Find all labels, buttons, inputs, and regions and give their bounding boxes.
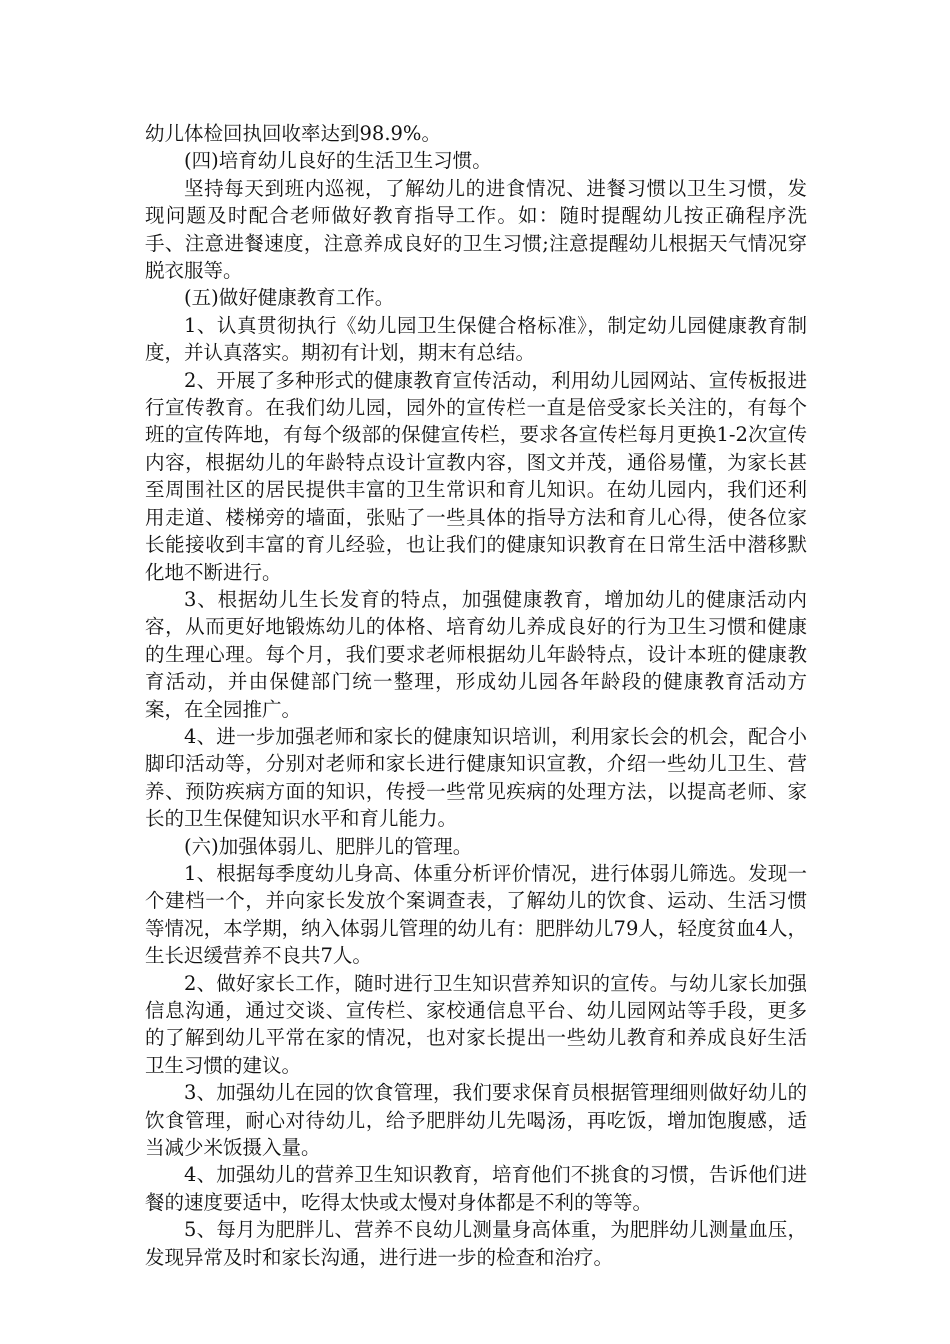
paragraph-continuation: 幼儿体检回执回收率达到98.9%。	[145, 122, 441, 145]
paragraph: 2、做好家长工作，随时进行卫生知识营养知识的宣传。与幼儿家长加强信息沟通，通过交谈、宣传栏、家校通信息平台、幼儿园网站等手段，更多的了解到幼儿平常在家的情况，也对家长提出一些幼儿教育和养成良好生活卫生习惯的建议。	[145, 971, 807, 1077]
paragraph: 5、每月为肥胖儿、营养不良幼儿测量身高体重，为肥胖幼儿测量血压，发现异常及时和家长沟通，进行进一步的检查和治疗。	[145, 1218, 807, 1269]
paragraph: 1、认真贯彻执行《幼儿园卫生保健合格标准》，制定幼儿园健康教育制度，并认真落实。期初有计划，期末有总结。	[145, 313, 807, 365]
section-heading-5: (五)做好健康教育工作。	[184, 286, 395, 310]
document-body	[145, 120, 807, 1271]
paragraph: 3、加强幼儿在园的饮食管理，我们要求保育员根据管理细则做好幼儿的饮食管理，耐心对待幼儿，给予肥胖幼儿先喝汤，再吃饭，增加饱腹感，适当减少米饭摄入量。	[145, 1081, 807, 1160]
section-heading-6: (六)加强体弱儿、肥胖儿的管理。	[184, 834, 473, 858]
paragraph: 坚持每天到班内巡视，了解幼儿的进食情况、进餐习惯以卫生习惯，发现问题及时配合老师做好教育指导工作。如：随时提醒幼儿按正确程序洗手、注意进餐速度，注意养成良好的卫生习惯;注意提醒幼儿根据天气情况穿脱衣服等。	[145, 176, 807, 283]
paragraph: 4、进一步加强老师和家长的健康知识培训，利用家长会的机会，配合小脚印活动等，分别对老师和家长进行健康知识宣教，介绍一些幼儿卫生、营养、预防疾病方面的知识，传授一些常见疾病的处理方法，以提高老师、家长的卫生保健知识水平和育儿能力。	[145, 724, 807, 831]
paragraph: 2、开展了多种形式的健康教育宣传活动，利用幼儿园网站、宣传板报进行宣传教育。在我们幼儿园，园外的宣传栏一直是倍受家长关注的，有每个班的宣传阵地，有每个级部的保健宣传栏，要求各宣传栏每月更换1-2次宣传内容，根据幼儿的年龄特点设计宣教内容，图文并茂，通俗易懂，为家长甚至周围社区的居民提供丰富的卫生常识和育儿知识。在幼儿园内，我们还利用走道、楼梯旁的墙面，张贴了一些具体的指导方法和育儿心得，使各位家长能接收到丰富的育儿经验，也让我们的健康知识教育在日常生活中潜移默化地不断进行。	[145, 368, 807, 584]
paragraph: 3、根据幼儿生长发育的特点，加强健康教育，增加幼儿的健康活动内容，从而更好地锻炼幼儿的体格、培育幼儿养成良好的行为卫生习惯和健康的生理心理。每个月，我们要求老师根据幼儿年龄特点，设计本班的健康教育活动，并由保健部门统一整理，形成幼儿园各年龄段的健康教育活动方案，在全园推广。	[145, 587, 807, 721]
paragraph: 4、加强幼儿的营养卫生知识教育，培育他们不挑食的习惯，告诉他们进餐的速度要适中，吃得太快或太慢对身体都是不利的等等。	[145, 1163, 807, 1214]
paragraph: 1、根据每季度幼儿身高、体重分析评价情况，进行体弱儿筛选。发现一个建档一个，并向家长发放个案调查表，了解幼儿的饮食、运动、生活习惯等情况，本学期，纳入体弱儿管理的幼儿有：肥胖幼儿79人，轻度贫血4人，生长迟缓营养不良共7人。	[145, 861, 807, 968]
section-heading-4: (四)培育幼儿良好的生活卫生习惯。	[184, 149, 492, 173]
